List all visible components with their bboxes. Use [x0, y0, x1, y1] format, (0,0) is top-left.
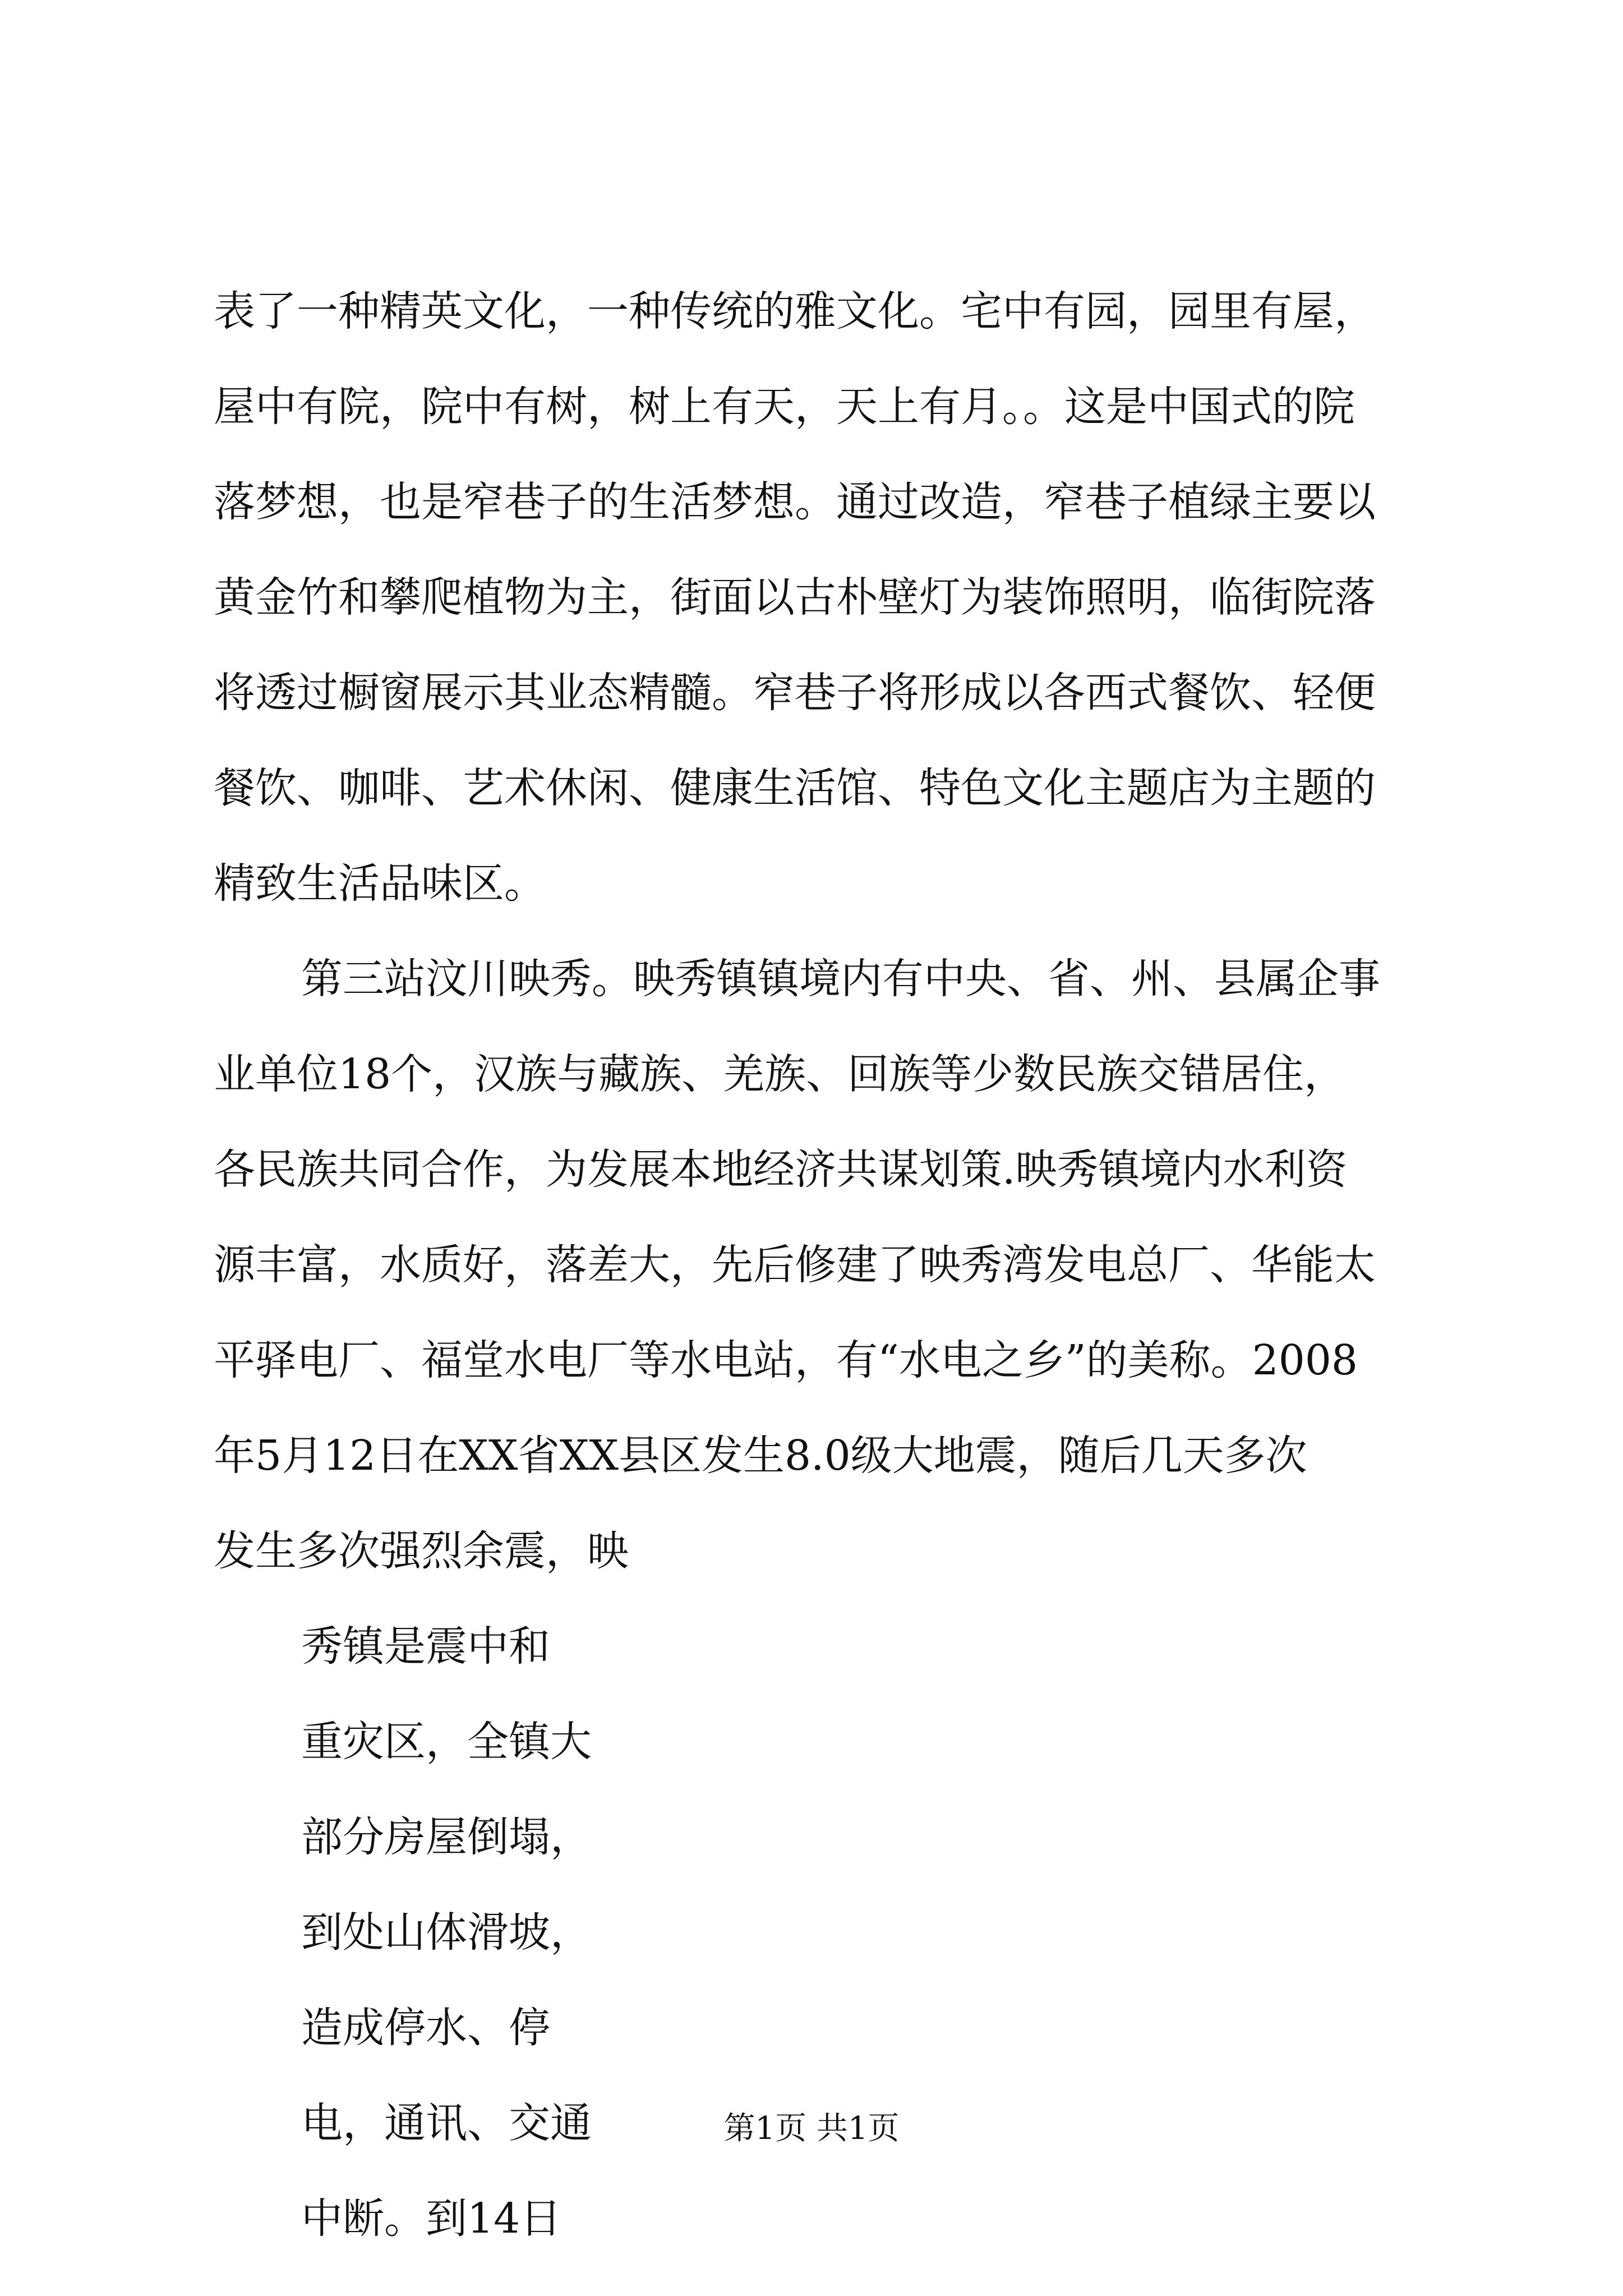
text-line: 将透过橱窗展示其业态精髓。窄巷子将形成以各西式餐饮、轻便 [214, 669, 1376, 717]
document-body [214, 264, 1425, 2266]
narrow-column-text [214, 1599, 1425, 2266]
text-line: 屋中有院，院中有树，树上有天，天上有月。。这是中国式的院 [214, 383, 1355, 431]
text-line: 发生多次强烈余震，映 [214, 1527, 629, 1575]
text-line: 表了一种精英文化，一种传统的雅文化。宅中有园，园里有屋， [214, 287, 1376, 335]
paragraph [214, 931, 1425, 1599]
text-line: 第三站汶川映秀。映秀镇镇境内有中央、省、州、县属企事 [301, 955, 1380, 1003]
text-line: 黄金竹和攀爬植物为主，街面以古朴壁灯为装饰照明，临街院落 [214, 573, 1376, 622]
text-line: 各民族共同合作，为发展本地经济共谋划策.映秀镇境内水利资 [214, 1145, 1348, 1194]
text-line: 餐饮、咖啡、艺术休闲、健康生活馆、特色文化主题店为主题的 [214, 764, 1376, 812]
text-line: 部分房屋倒塌， [301, 1813, 592, 1861]
paragraph [214, 264, 1425, 931]
text-line: 落梦想，也是窄巷子的生活梦想。通过改造，窄巷子植绿主要以 [214, 478, 1376, 526]
text-line: 重灾区，全镇大 [301, 1718, 592, 1766]
text-line: 中断。到14日 [301, 2194, 562, 2243]
text-line: 业单位18个，汉族与藏族、羌族、回族等少数民族交错居住， [214, 1050, 1346, 1098]
text-line: 秀镇是震中和 [301, 1622, 550, 1671]
text-line: 源丰富，水质好，落差大，先后修建了映秀湾发电总厂、华能太 [214, 1241, 1376, 1289]
text-line: 年5月12日在XX省XX县区发生8.0级大地震，随后几天多次 [214, 1432, 1307, 1480]
text-line: 到处山体滑坡， [301, 1908, 592, 1957]
text-line: 电，通讯、交通 [301, 2099, 592, 2147]
text-line: 精致生活品味区。 [214, 859, 546, 908]
text-line: 平驿电厂、福堂水电厂等水电站，有“水电之乡”的美称。2008 [214, 1336, 1358, 1384]
text-line: 造成停水、停 [301, 2004, 550, 2052]
page-number-footer: 第1页 共1页 [723, 2110, 900, 2147]
